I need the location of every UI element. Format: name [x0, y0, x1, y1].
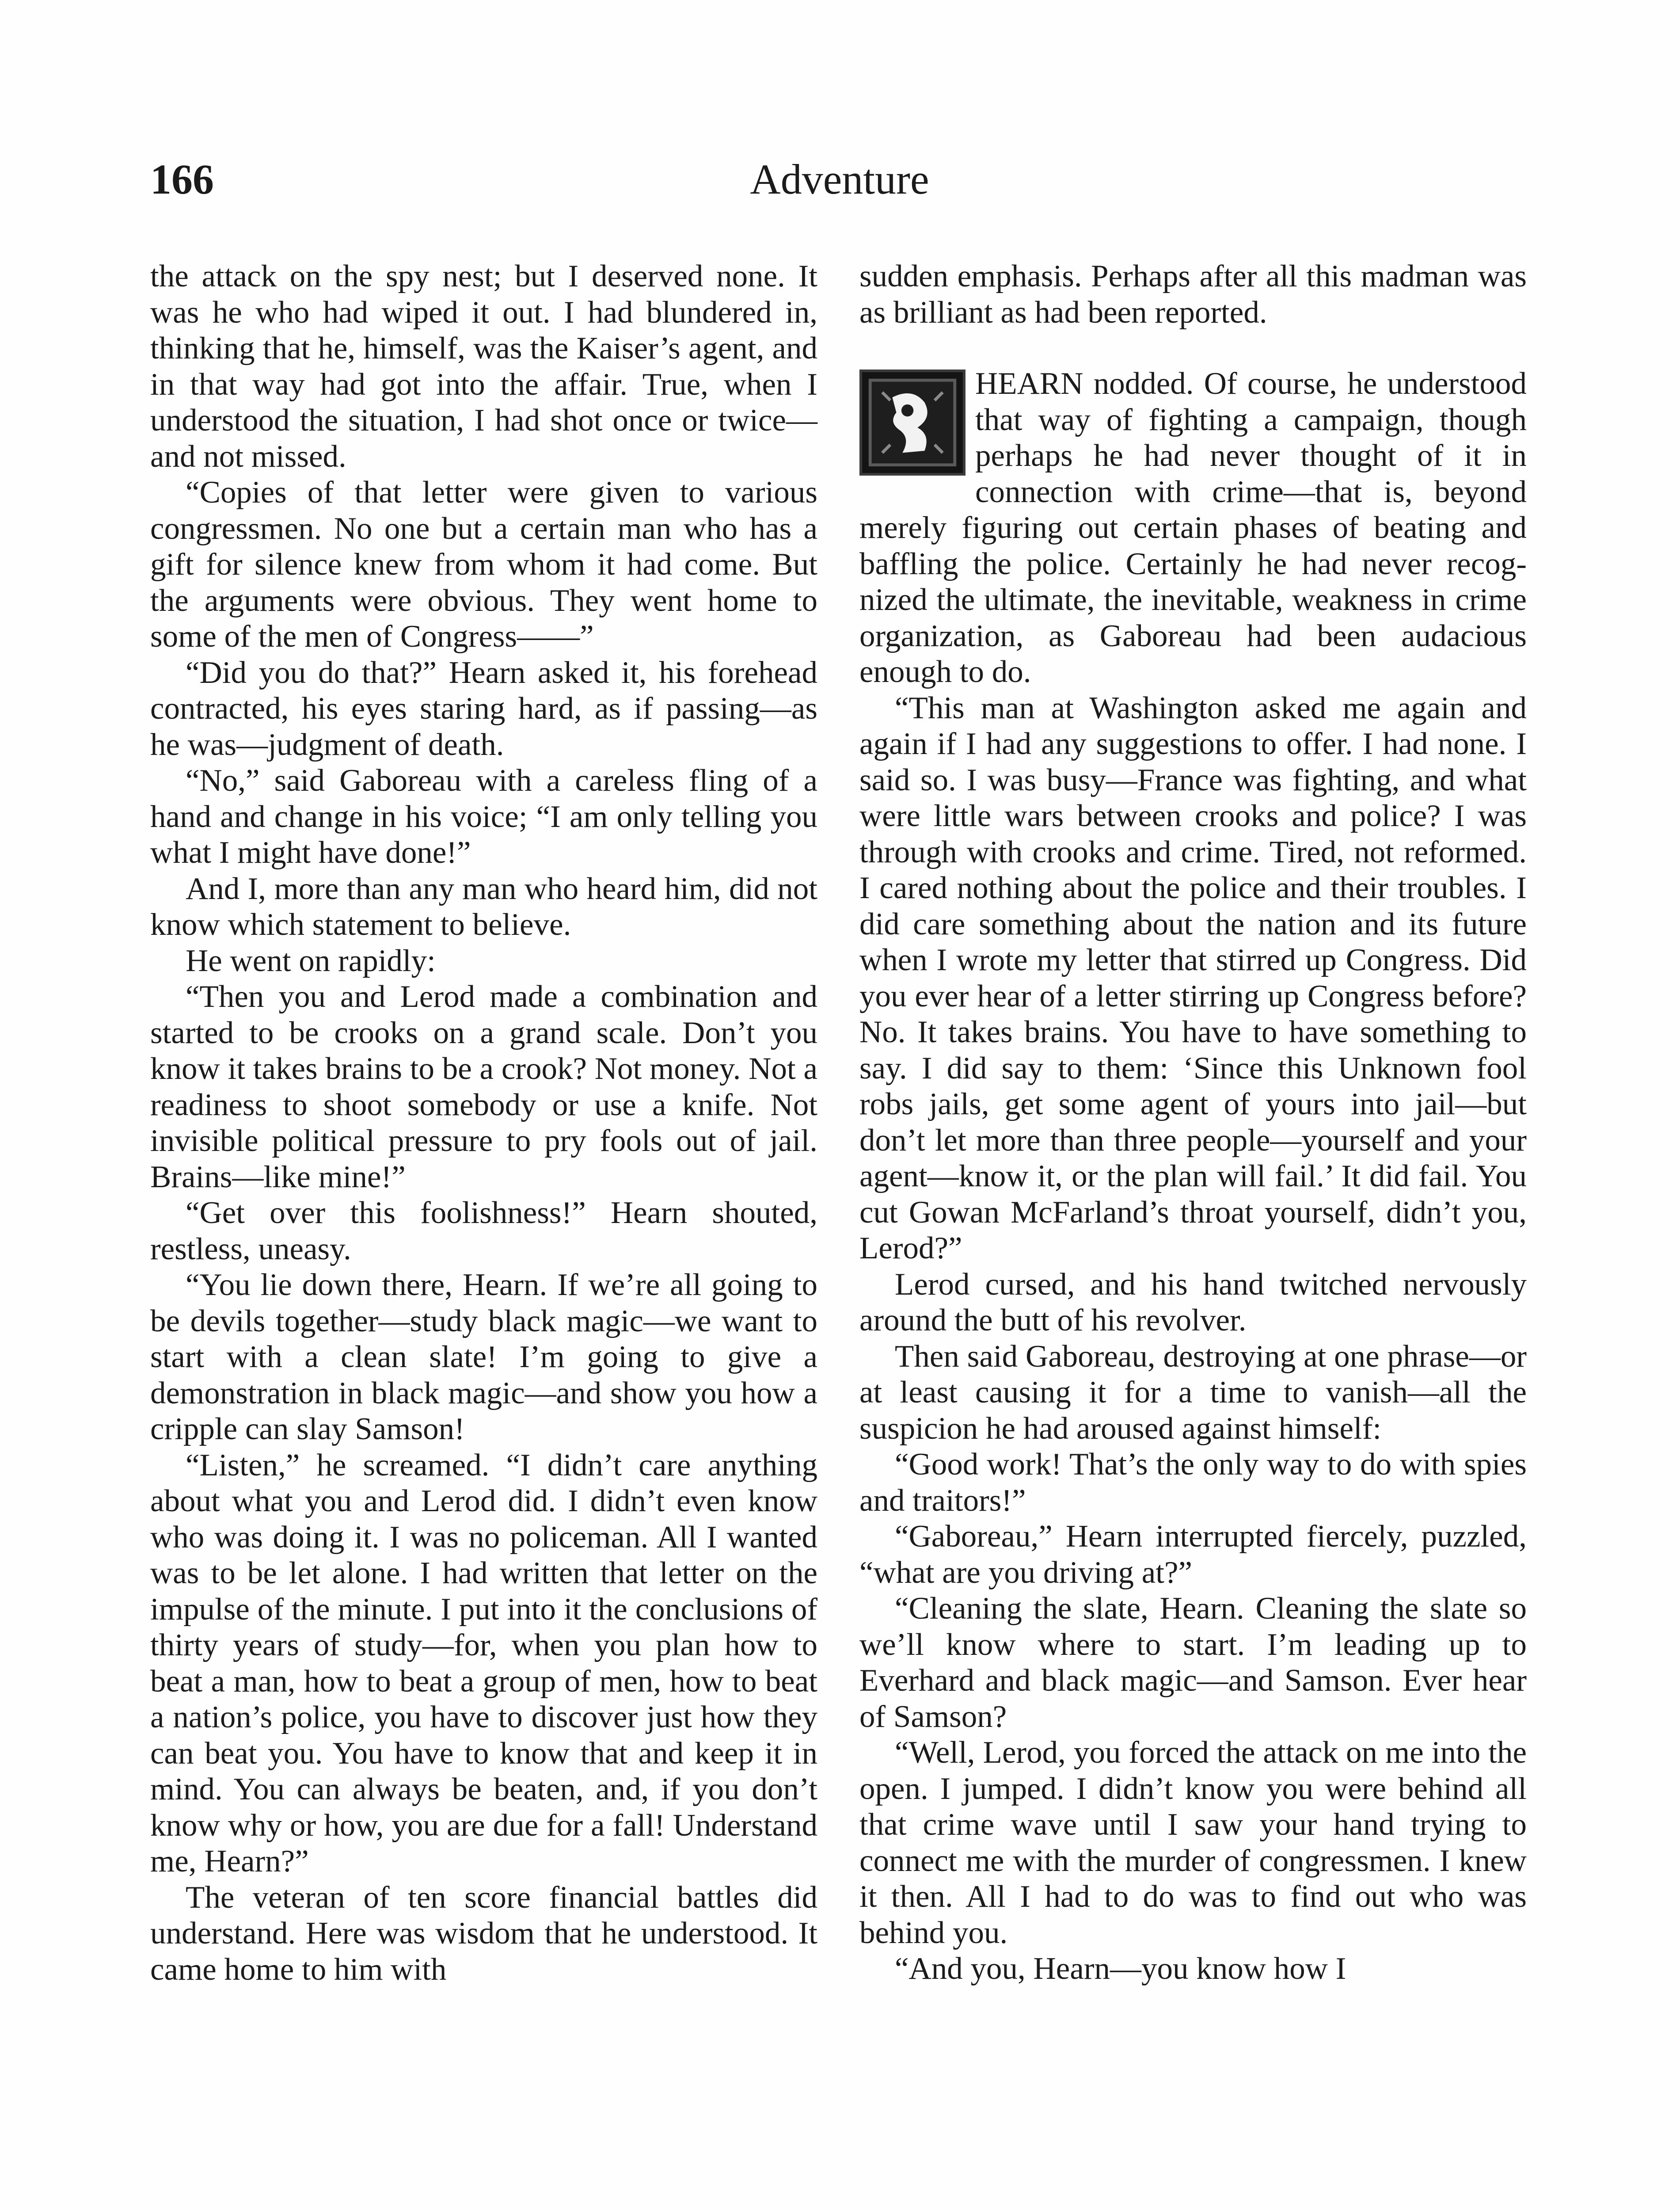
paragraph: Lerod cursed, and his hand twitched nervously around the butt of his revolver. — [859, 1267, 1527, 1337]
section-break — [859, 331, 1527, 366]
paragraph: And I, more than any man who heard him, did not know which statement to believe. — [150, 871, 817, 942]
paragraph: “Then you and Lerod made a combination and started to be crooks on a grand scale. Don’t you know it takes brains to be a crook? Not money. Not a readiness to shoot somebody or use a knife. Not invisible political pressure to pry fools out of jail. Brains—like mine!” — [150, 979, 817, 1194]
paragraph: “You lie down there, Hearn. If we’re all going to be devils together—study black magic—we want to start with a clean slate! I’m going to give a demonstration in black magic—and show you how a cripple can slay Samson! — [150, 1268, 817, 1446]
paragraph: “Did you do that?” Hearn asked it, his forehead contracted, his eyes staring hard, as if passing—as he was—judgment of death. — [150, 655, 817, 762]
running-head: Adventure — [750, 156, 929, 203]
paragraph: The veteran of ten score financial battles did understand. Here was wisdom that he understood. It came home to him with — [150, 1880, 817, 1987]
left-column — [150, 259, 817, 1988]
paragraph: sudden emphasis. Perhaps after all this madman was as brilliant as had been reported. — [859, 259, 1527, 330]
page-header — [150, 155, 1529, 221]
paragraph: the attack on the spy nest; but I deserved none. It was he who had wiped it out. I had blundered in, thinking that he, himself, was the Kaiser’s agent, and in that way had got into the affair. True, when I understood the situation, I had shot once or twice—and not missed. — [150, 259, 817, 474]
paragraph: “Well, Lerod, you forced the attack on me into the open. I jumped. I didn’t know you were behind all that crime wave until I saw your hand trying to connect me with the murder of congressmen. I knew it then. All I had to do was to find out who was behind you. — [859, 1735, 1527, 1950]
paragraph: “Copies of that letter were given to various congressmen. No one but a certain man who has a gift for silence knew from whom it had come. But the arguments were obvious. They went home to some of the men of Congress——” — [150, 475, 817, 654]
ornamental-drop-cap-icon — [859, 370, 965, 476]
paragraph: “Listen,” he screamed. “I didn’t care anything about what you and Lerod did. I didn’t even know who was doing it. I was no policeman. All I wanted was to be let alone. I had written that letter on the impulse of the minute. I put into it the conclusions of thirty years of study—for, when you plan how to beat a man, how to beat a group of men, how to beat a nation’s police, you have to discover just how they can beat you. You have to know that and keep it in mind. You can always be beaten, and, if you don’t know why or how, you are due for a fall! Understand me, Hearn?” — [150, 1448, 817, 1878]
paragraph: “Good work! That’s the only way to do with spies and traitors!” — [859, 1447, 1527, 1518]
page-number: 166 — [150, 156, 214, 203]
paragraph: “Cleaning the slate, Hearn. Cleaning the slate so we’ll know where to start. I’m leading up to Everhard and black magic—and Samson. Ever hear of Samson? — [859, 1591, 1527, 1734]
paragraph: “No,” said Gaboreau with a careless fling of a hand and change in his voice; “I am only telling you what I might have done!” — [150, 763, 817, 870]
paragraph: Then said Gaboreau, destroying at one phrase—or at least causing it for a time to vanish—all the suspicion he had aroused against himself: — [859, 1339, 1527, 1446]
right-column — [859, 259, 1527, 1987]
drop-cap-paragraph — [859, 366, 1527, 690]
drop-cap-paragraph-text: HEARN nodded. Of course, he understood that way of fighting a campaign, though perhaps he had never thought of it in connection with crime—that is, beyond merely figuring out certain phases of beating and baffling the police. Certainly he had never recognized the ultimate, the inevitable, weakness in crime organization, as Gaboreau had been audacious enough to do. — [859, 366, 1527, 689]
paragraph: He went on rapidly: — [186, 943, 436, 978]
paragraph: “This man at Washington asked me again and again if I had any suggestions to offer. I had none. I said so. I was busy—France was fighting, and what were little wars between crooks and police? I was through with crooks and crime. Tired, not reformed. I cared nothing about the police and their troubles. I did care something about the nation and its future when I wrote my letter that stirred up Congress. Did you ever hear of a letter stirring up Congress before? No. It takes brains. You have to have something to say. I did say to them: ‘Since this Unknown fool robs jails, get some agent of yours into jail—but don’t let more than three people—yourself and your agent—know it, or the plan will fail.’ It did fail. You cut Gowan McFarland’s throat yourself, didn’t you, Lerod?” — [859, 690, 1527, 1265]
paragraph: “And you, Hearn—you know how I — [895, 1951, 1346, 1986]
paragraph: “Gaboreau,” Hearn interrupted fiercely, puzzled, “what are you driving at?” — [859, 1519, 1527, 1590]
paragraph: “Get over this foolishness!” Hearn shouted, restless, uneasy. — [150, 1196, 817, 1266]
